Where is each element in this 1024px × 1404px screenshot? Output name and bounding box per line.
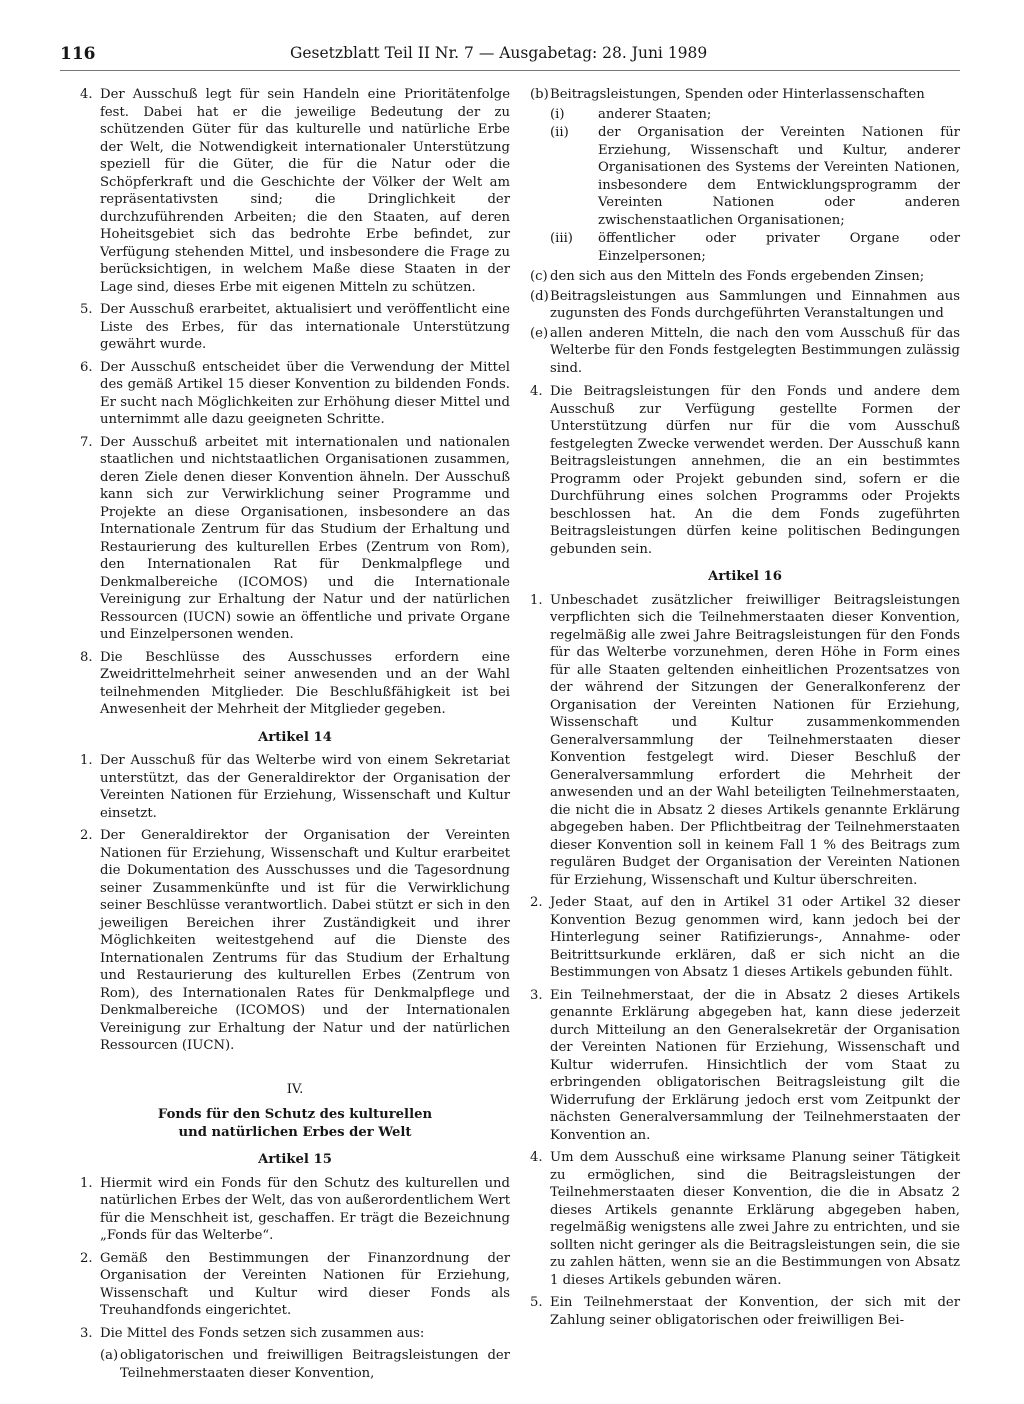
list-item: 4. Die Beitragsleistungen für den Fonds und andere dem Ausschuß zur Verfügung gestellte Formen der Unterstützung dürfen nur für die vom Ausschuß festgelegten Zwecke verwendet werden. Der Ausschuß kann Beitragsleistungen annehmen, die an ein bestimmtes Programm oder Projekt gebunden sind, sofern er die Durchführung eines solchen Programms oder Projekts beschlossen hat. An die dem Fonds zugeführten Beitragsleistungen dürfen keine politischen Bedingungen gebunden sein. [530,384,960,557]
running-title: Gesetzblatt Teil II Nr. 7 — Ausgabetag: 28. Juni 1989 [290,44,708,62]
list-item: 2. Jeder Staat, auf den in Artikel 31 oder Artikel 32 dieser Konvention Bezug genommen wird, kann jedoch bei der Hinterlegung seiner Ratifizierungs-, Annahme- oder Beitrittsurkunde erklären, daß er sich nicht an die Bestimmungen von Absatz 1 dieses Artikels gebunden fühlt. [530,895,960,980]
list-item: 3. Die Mittel des Fonds setzen sich zusammen aus: [80,1325,425,1341]
sub-item: (a) obligatorischen und freiwilligen Beitragsleistungen der Teilnehmerstaaten dieser Konvention, [100,1348,510,1381]
artikel-16-heading: Artikel 16 [708,569,782,584]
sub-item: (d) Beitragsleistungen aus Sammlungen und Einnahmen aus zugunsten des Fonds durchgeführten Veranstaltungen und [530,288,960,321]
list-item: 1. Hiermit wird ein Fonds für den Schutz des kulturellen und natürlichen Erbes der Welt, das von außerordentlichem Wert für die Menschheit ist, geschaffen. Er trägt die Bezeichnung „Fonds für das Welterbe“. [80,1175,510,1243]
sub-sub-item: (i) anderer Staaten; [550,106,712,122]
list-item: 7. Der Ausschuß arbeitet mit internationalen und nationalen staatlichen und nichtstaatlichen Organisationen zusammen, deren Ziele denen dieser Konvention ähneln. Der Ausschuß kann sich zur Verwirklichung seiner Programme und Projekte an diese Organisationen, insbesondere an das Internationale Zentrum für das Studium der Erhaltung und Restaurierung des kulturellen Erbes (Zentrum von Rom), den Internationalen Rat für Denkmalpflege und Denkmalbereiche (ICOMOS) und die Internationale Vereinigung zur Erhaltung der Natur und der natürlichen Ressourcen (IUCN) sowie an öffentliche und private Organe und Einzelpersonen wenden. [80,434,510,642]
list-item: 4. Der Ausschuß legt für sein Handeln eine Prioritätenfolge fest. Dabei hat er die jeweilige Bedeutung der zu schützenden Güter für das kulturelle und natürliche Erbe der Welt, die Notwendigkeit internationaler Unterstützung speziell für die Güter, die für die Natur oder die Schöpferkraft und die Geschichte der Völker der Welt am repräsentativsten sind; die Dringlichkeit der durchzuführenden Arbeiten; die den Staaten, auf deren Hoheitsgebiet sich das bedrohte Erbe befindet, zur Verfügung stehenden Mittel, und insbesondere die Frage zu berücksichtigen, in welchem Maße diese Staaten in der Lage sind, dieses Erbe mit eigenen Mitteln zu schützen. [80,87,510,295]
artikel-14-heading: Artikel 14 [258,729,332,745]
list-item: 2. Gemäß den Bestimmungen der Finanzordnung der Organisation der Vereinten Nationen für Erziehung, Wissenschaft und Kultur wird dieser Fonds als Treuhandfonds eingerichtet. [80,1250,510,1318]
header-rule [60,70,960,71]
sub-item: (b) Beitragsleistungen, Spenden oder Hinterlassenschaften [530,87,925,102]
list-item: 2. Der Generaldirektor der Organisation der Vereinten Nationen für Erziehung, Wissenschaft und Kultur erarbeitet die Dokumentation des Ausschusses und die Tagesordnung seiner Zusammenkünfte und ist für die Verwirklichung seiner Beschlüsse verantwortlich. Dabei stützt er sich in den jeweiligen Bereichen ihrer Zuständigkeit und ihrer Möglichkeiten weitestgehend auf die Dienste des Internationalen Zentrums für das Studium der Erhaltung und Restaurierung des kulturellen Erbes (Zentrum von Rom), des Internationalen Rates für Denkmalpflege und Denkmalbereiche (ICOMOS) und der Internationalen Vereinigung zur Erhaltung der Natur und der natürlichen Ressourcen (IUCN). [80,828,510,1053]
list-item: 6. Der Ausschuß entscheidet über die Verwendung der Mittel des gemäß Artikel 15 dieser Konvention zu bildenden Fonds. Er sucht nach Möglichkeiten zur Erhöhung dieser Mittel und unternimmt alle dazu geeigneten Schritte. [80,359,510,427]
section-title: Fonds für den Schutz des kulturellen und natürlichen Erbes der Welt [157,1107,433,1140]
artikel-15-heading: Artikel 15 [258,1152,332,1167]
sub-item: (e) allen anderen Mitteln, die nach den vom Ausschuß für das Welterbe für den Fonds festgelegten Bestimmungen zulässig sind. [530,325,960,376]
list-item: 4. Um dem Ausschuß eine wirksame Planung seiner Tätigkeit zu ermöglichen, sind die Beitragsleistungen der Teilnehmerstaaten dieser Konvention, die die in Absatz 2 dieses Artikels genannte Erklärung abgegeben haben, regelmäßig wenigstens alle zwei Jahre zu entrichten, und sie sollten nicht geringer als die Beitragsleistungen sein, die sie zu zahlen hätten, wenn sie an die Bestimmungen von Absatz 1 dieses Artikels gebunden wären. [530,1150,960,1288]
list-item: 1. Unbeschadet zusätzlicher freiwilliger Beitragsleistungen verpflichten sich die Teilnehmerstaaten dieser Konvention, regelmäßig alle zwei Jahre Beitragsleistungen für den Fonds für das Welterbe vorzunehmen, deren Höhe in Form eines für alle Staaten geltenden einheitlichen Prozentsatzes von der während der Sitzungen der Generalkonferenz der Organisation der Vereinten Nationen für Erziehung, Wissenschaft und Kultur zusammenkommenden Generalversammlung der Teilnehmerstaaten dieser Konvention festgelegt wird. Dieser Beschluß der Generalversammlung erfordert die Mehrheit der anwesenden und an der Wahl beteiligten Teilnehmerstaaten, die nicht die in Absatz 2 dieses Artikels genannte Erklärung abgegeben haben. Der Pflichtbeitrag der Teilnehmerstaaten dieser Konvention soll in keinem Fall 1 % des Beitrags zum regulären Budget der Organisation der Vereinten Nationen für Erziehung, Wissenschaft und Kultur überschreiten. [530,592,960,888]
section-numeral: IV. [286,1081,304,1097]
sub-sub-item: (iii) öffentlicher oder privater Organe oder Einzelpersonen; [550,231,960,264]
list-item: 3. Ein Teilnehmerstaat, der die in Absatz 2 dieses Artikels genannte Erklärung abgegeben hat, kann diese jederzeit durch Mitteilung an den Generalsekretär der Organisation der Vereinten Nationen für Erziehung, Wissenschaft und Kultur widerrufen. Hinsichtlich der vom Staat zu erbringenden obligatorischen Beitragsleistung gilt die Widerrufung der Erklärung jedoch erst vom Zeitpunkt der nächsten Generalversammlung der Teilnehmerstaaten der Konvention an. [530,987,960,1143]
page-header [60,44,960,70]
list-item: 8. Die Beschlüsse des Ausschusses erfordern eine Zweidrittelmehrheit seiner anwesenden und an der Wahl teilnehmenden Mitglieder. Die Beschlußfähigkeit ist bei Anwesenheit der Mehrheit der Mitglieder gegeben. [80,649,510,717]
page-number: 116 [60,44,96,64]
list-item: 5. Ein Teilnehmerstaat der Konvention, der sich mit der Zahlung seiner obligatorischen oder freiwilligen Bei- [530,1295,960,1328]
sub-item: (c) den sich aus den Mitteln des Fonds ergebenden Zinsen; [530,269,925,284]
right-column [530,86,960,1334]
list-item: 5. Der Ausschuß erarbeitet, aktualisiert und veröffentlicht eine Liste des Erbes, für das internationale Unterstützung gewährt wurde. [80,302,510,352]
list-item: 1. Der Ausschuß für das Welterbe wird von einem Sekretariat unterstützt, das der Generaldirektor der Organisation der Vereinten Nationen für Erziehung, Wissenschaft und Kultur einsetzt. [80,753,510,821]
left-column [80,86,510,1384]
sub-sub-item: (ii) der Organisation der Vereinten Nationen für Erziehung, Wissenschaft und Kultur, anderer Organisationen des Systems der Vereinten Nationen, insbesondere dem Entwicklungsprogramm der Vereinten Nationen oder anderen zwischenstaatlichen Organisationen; [550,125,960,228]
